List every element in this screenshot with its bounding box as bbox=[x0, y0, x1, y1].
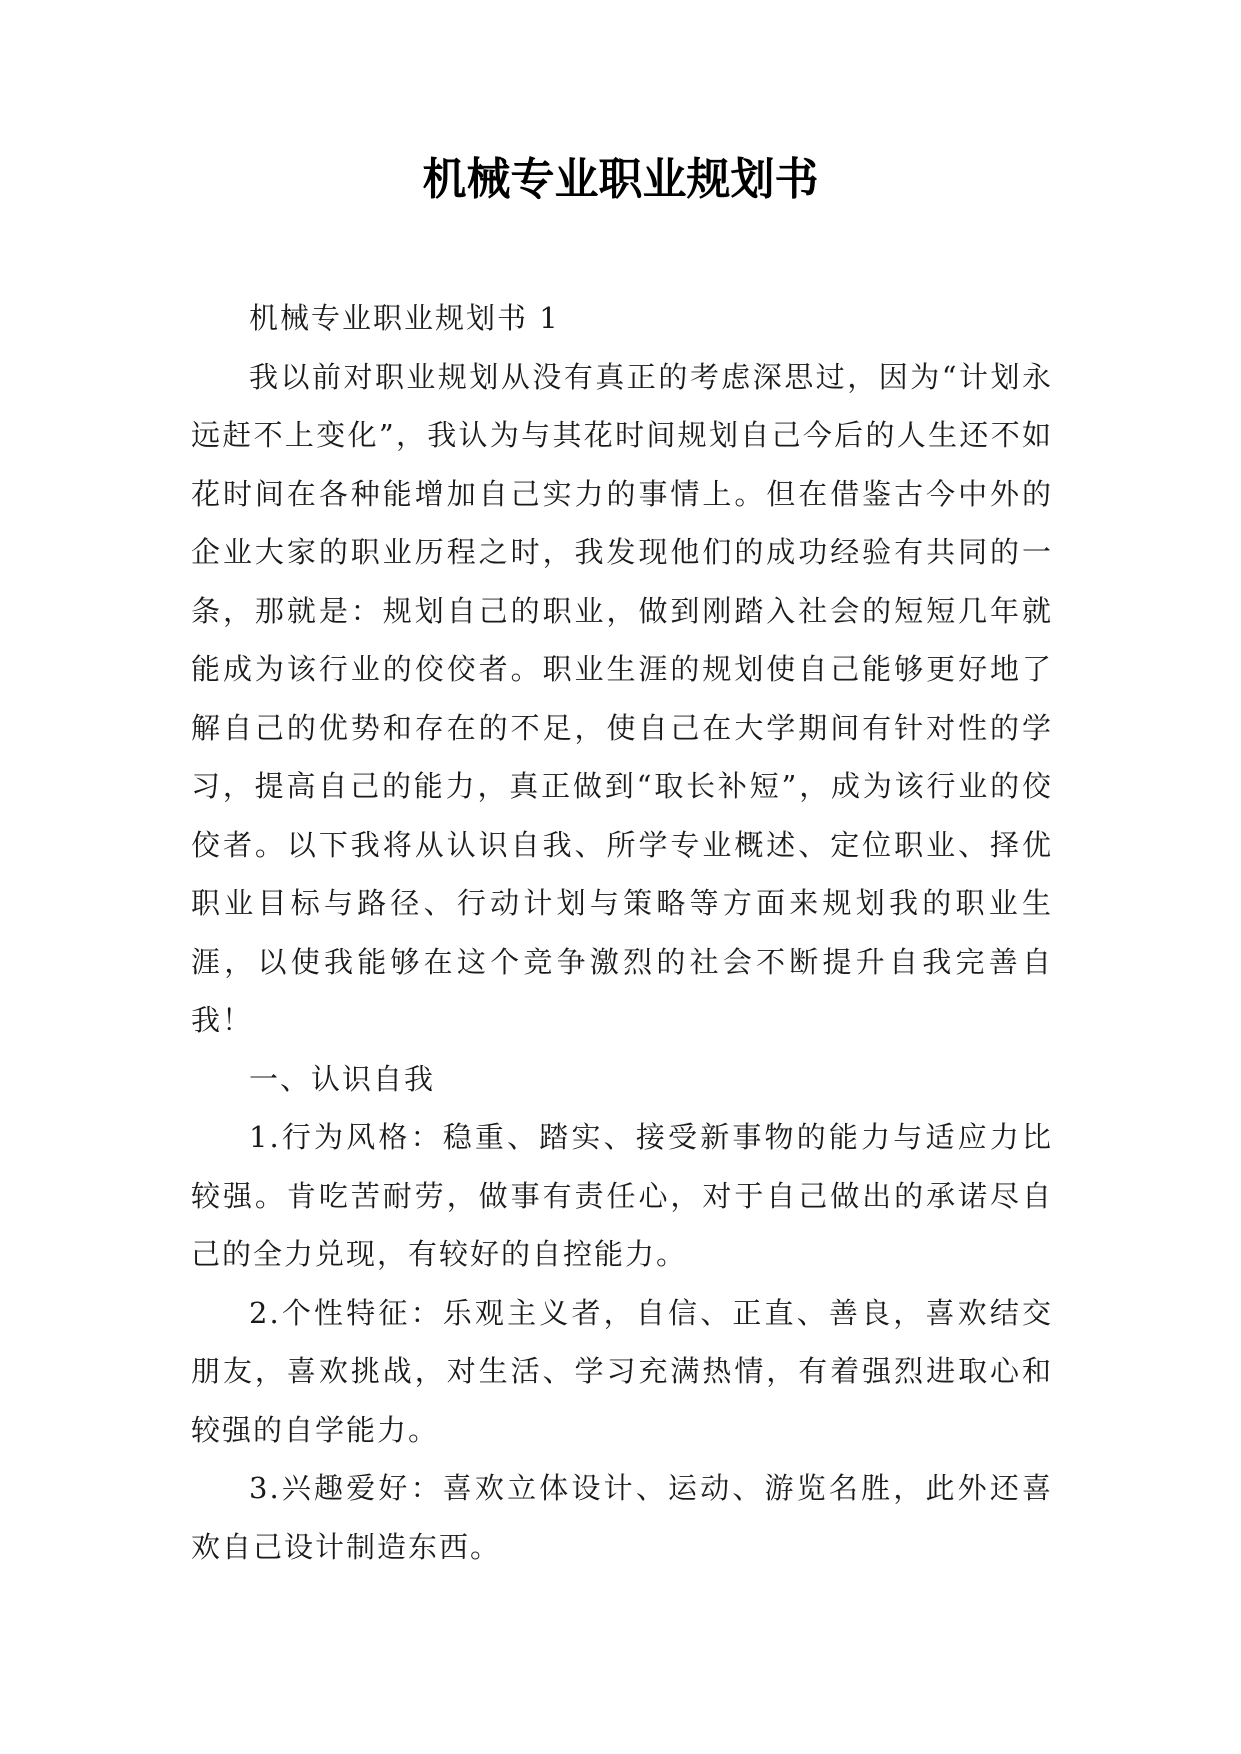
paragraph-behavior-style: 1.行为风格：稳重、踏实、接受新事物的能力与适应力比较强。肯吃苦耐劳，做事有责任心，对于自己做出的承诺尽自己的全力兑现，有较好的自控能力。 bbox=[191, 1120, 1053, 1271]
document-body bbox=[191, 289, 1053, 1576]
paragraph-interests: 3.兴趣爱好：喜欢立体设计、运动、游览名胜，此外还喜欢自己设计制造东西。 bbox=[191, 1471, 1053, 1564]
document-title: 机械专业职业规划书 bbox=[422, 154, 819, 205]
intro-paragraph: 我以前对职业规划从没有真正的考虑深思过，因为“计划永远赶不上变化”，我认为与其花时间规划自己今后的人生还不如花时间在各种能增加自己实力的事情上。但在借鉴古今中外的企业大家的职业历程之时，我发现他们的成功经验有共同的一条，那就是：规划自己的职业，做到刚踏入社会的短短几年就能成为该行业的佼佼者。职业生涯的规划使自己能够更好地了解自己的优势和存在的不足，使自己在大学期间有针对性的学习，提高自己的能力，真正做到“取长补短”，成为该行业的佼佼者。以下我将从认识自我、所学专业概述、定位职业、择优职业目标与路径、行动计划与策略等方面来规划我的职业生涯，以使我能够在这个竞争激烈的社会不断提升自我完善自我！ bbox=[191, 359, 1053, 1037]
section-heading-self-knowledge: 一、认识自我 bbox=[249, 1061, 436, 1096]
section-heading-1: 机械专业职业规划书 1 bbox=[249, 301, 560, 335]
paragraph-personality: 2.个性特征：乐观主义者，自信、正直、善良，喜欢结交朋友，喜欢挑战，对生活、学习充满热情，有着强烈进取心和较强的自学能力。 bbox=[191, 1295, 1053, 1447]
